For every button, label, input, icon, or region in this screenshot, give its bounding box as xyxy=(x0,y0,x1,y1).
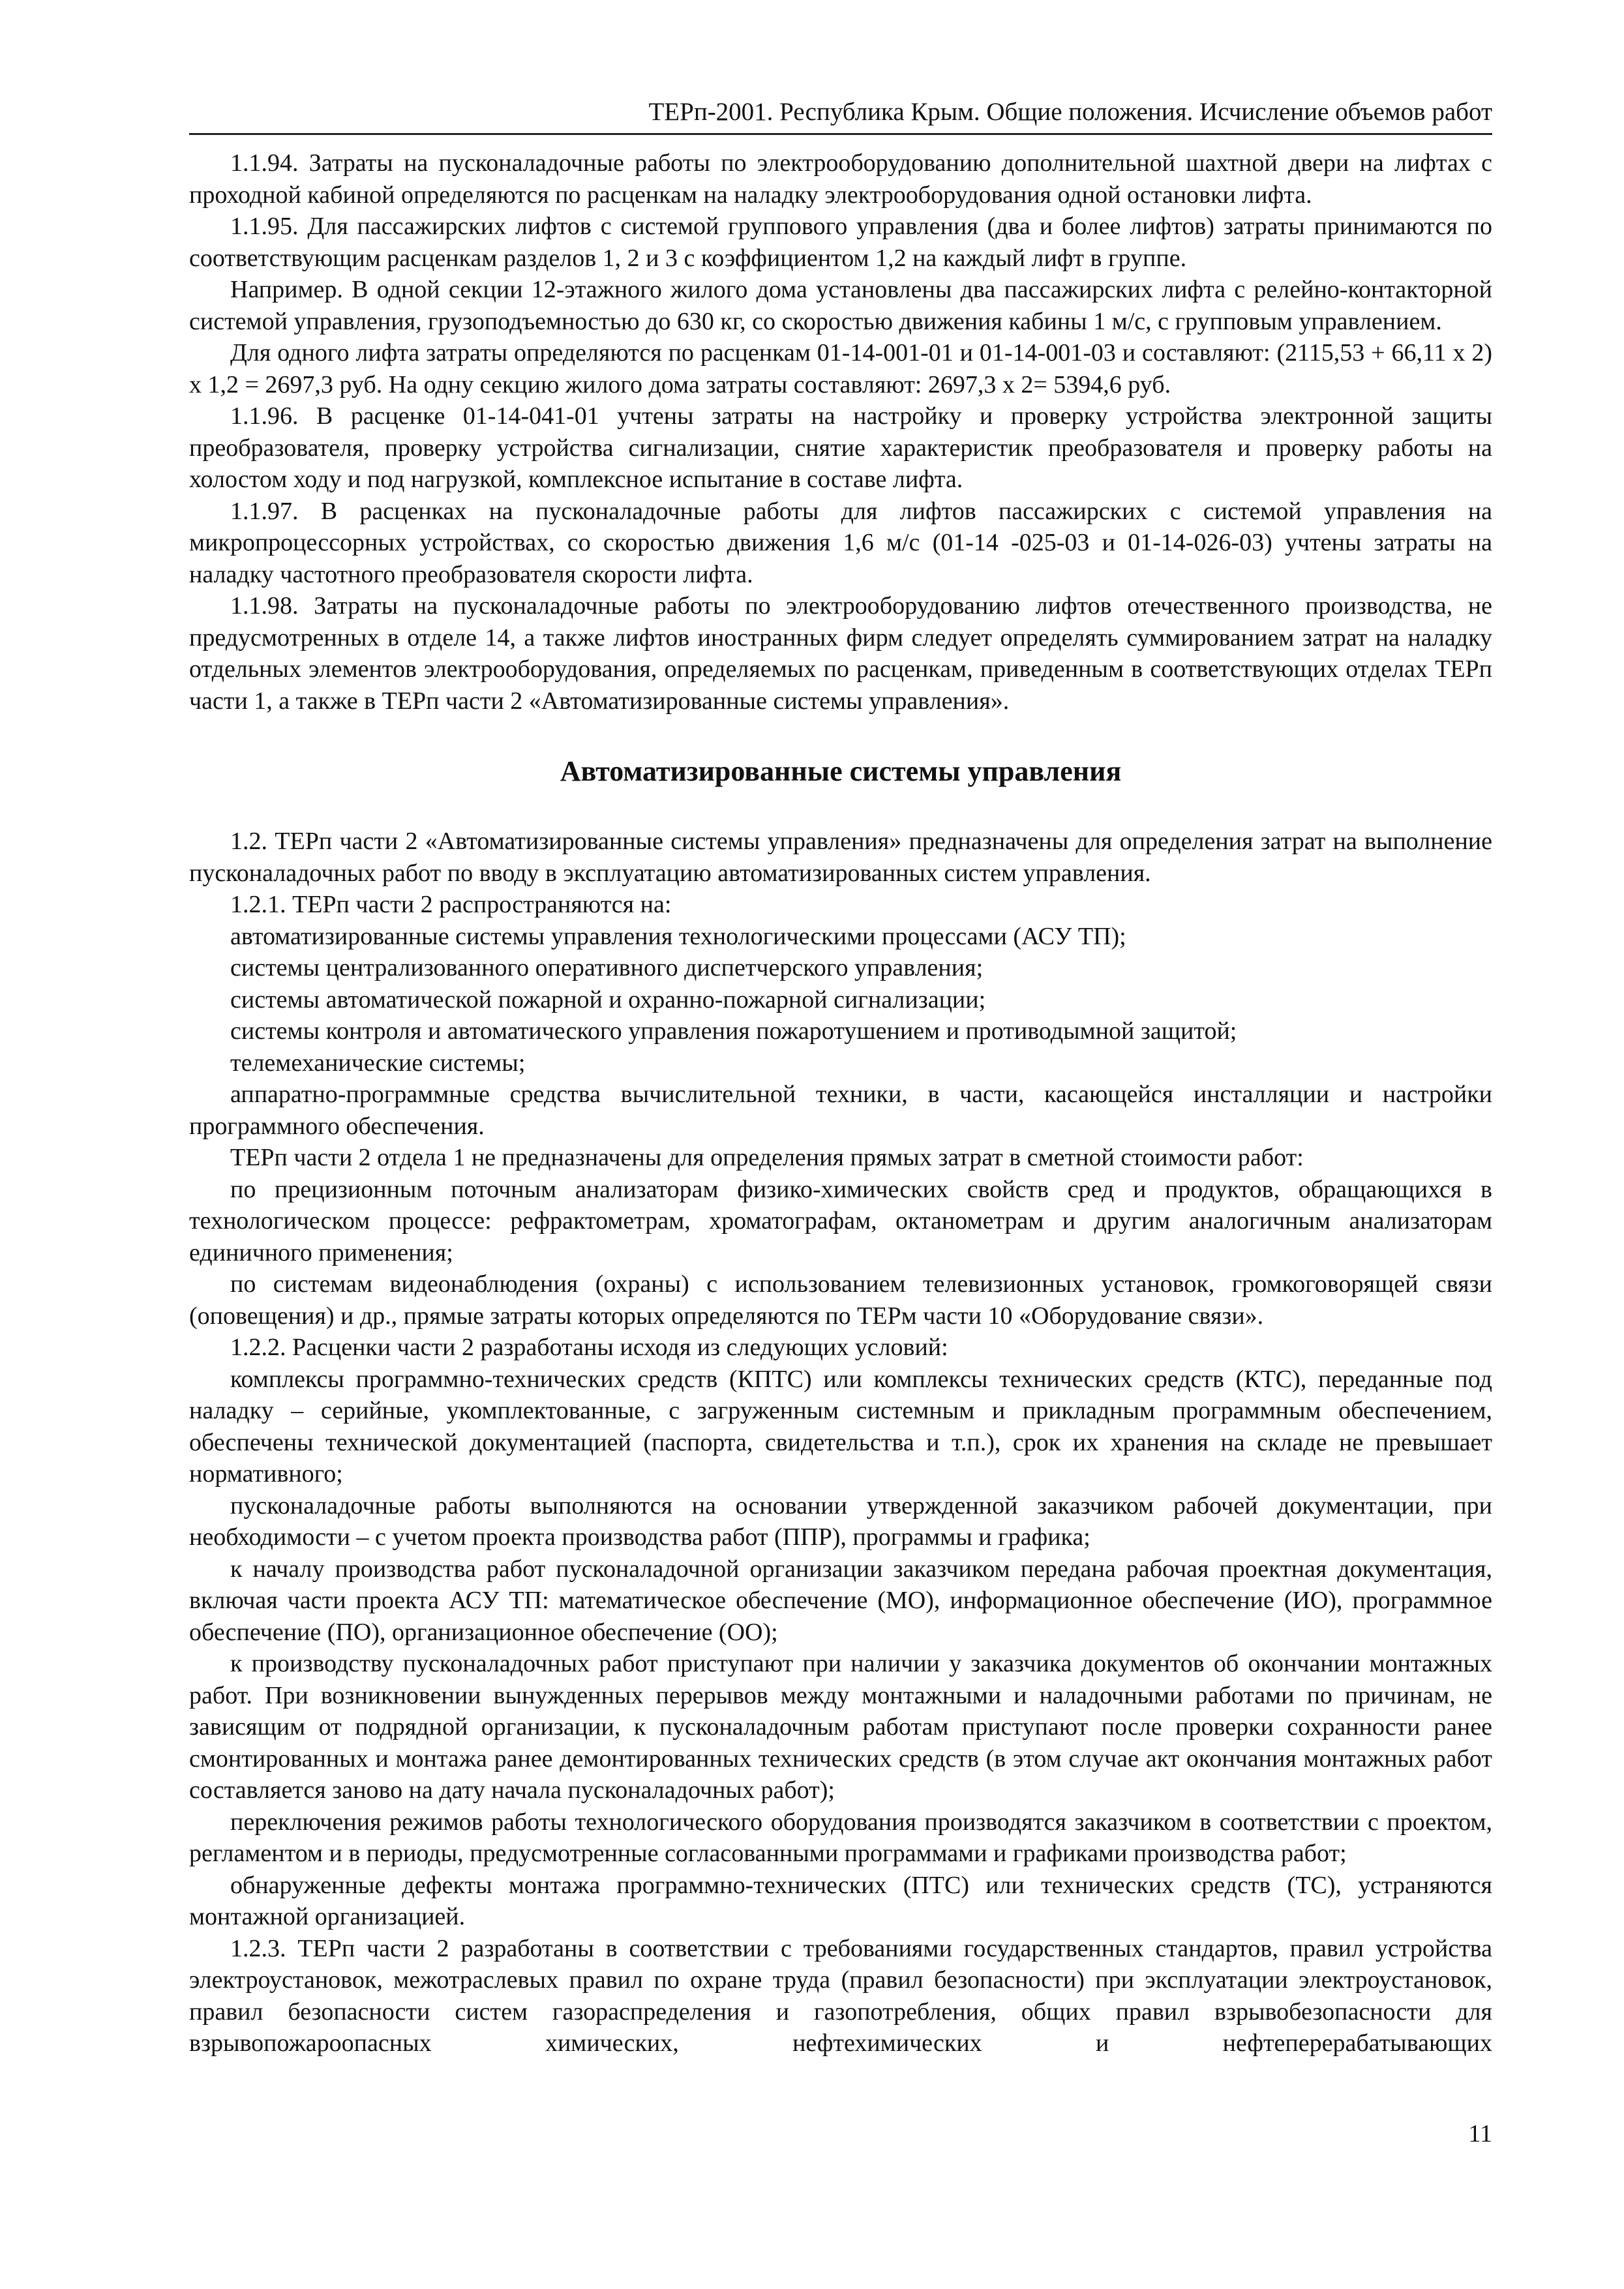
list-item: обнаруженные дефекты монтажа программно-технических (ПТС) или технических средств (ТС), устраняются монтажной организацией. xyxy=(189,1871,1492,1930)
paragraph: 1.1.96. В расценке 01-14-041-01 учтены затраты на настройку и проверку устройства электронной защиты преобразователя, проверку устройства сигнализации, снятие характеристик преобразователя и проверку работы на холостом ходу и под нагрузкой, комплексное испытание в составе лифта. xyxy=(189,402,1492,493)
list-item: аппаратно-программные средства вычислительной техники, в части, касающейся инсталляции и настройки программного обеспечения. xyxy=(189,1081,1492,1140)
paragraph: 1.1.97. В расценках на пусконаладочные работы для лифтов пассажирских с системой управления на микропроцессорных устройствах, со скоростью движения 1,6 м/с (01-14 -025-03 и 01-14-026-03) учтены затраты на наладку частотного преобразователя скорости лифта. xyxy=(189,497,1492,588)
paragraph: 1.2.1. ТЕРп части 2 распространяются на: xyxy=(230,891,672,918)
paragraph: Для одного лифта затраты определяются по расценкам 01-14-001-01 и 01-14-001-03 и составляют: (2115,53 + 66,11 х 2) х 1,2 = 2697,3 руб. На одну секцию жилого дома затраты составляют: 2697,3 х 2= 5394,6 руб. xyxy=(189,339,1492,398)
paragraph: Например. В одной секции 12-этажного жилого дома установлены два пассажирских лифта с релейно-контакторной системой управления, грузоподъемностью до 630 кг, со скоростью движения кабины 1 м/с, с групповым управлением. xyxy=(189,276,1492,335)
paragraph: 1.2.3. ТЕРп части 2 разработаны в соответствии с требованиями государственных стандартов, правил устройства электроустановок, межотраслевых правил по охране труда (правил безопасности) при эксплуатации электроустановок, правил безопасности систем газораспределения и газопотребления, общих правил взрывобезопасности для взрывопожароопасных химических, нефтехимических и нефтеперерабатывающих xyxy=(189,1934,1492,2057)
paragraph: 1.2. ТЕРп части 2 «Автоматизированные системы управления» предназначены для определения затрат на выполнение пусконаладочных работ по вводу в эксплуатацию автоматизированных систем управления. xyxy=(189,828,1492,887)
list-item: системы контроля и автоматического управления пожаротушением и противодымной защитой; xyxy=(230,1017,1237,1045)
paragraph: 1.1.98. Затраты на пусконаладочные работы по электрооборудованию лифтов отечественного производства, не предусмотренных в отделе 14, а также лифтов иностранных фирм следует определять суммированием затрат на наладку отдельных элементов электрооборудования, определяемых по расценкам, приведенным в соответствующих отделах ТЕРп части 1, а также в ТЕРп части 2 «Автоматизированные системы управления». xyxy=(189,592,1492,715)
list-item: к началу производства работ пусконаладочной организации заказчиком передана рабочая проектная документация, включая части проекта АСУ ТП: математическое обеспечение (МО), информационное обеспечение (ИО), программное обеспечение (ПО), организационное обеспечение (ОО); xyxy=(189,1555,1492,1646)
list-item: автоматизированные системы управления технологическими процессами (АСУ ТП); xyxy=(230,922,1126,950)
list-item: переключения режимов работы технологического оборудования производятся заказчиком в соответствии с проектом, регламентом и в периоды, предусмотренные согласованными программами и графиками производства работ; xyxy=(189,1808,1492,1867)
list-item: телемеханические системы; xyxy=(230,1049,526,1077)
running-header: ТЕРп-2001. Республика Крым. Общие положения. Исчисление объемов работ xyxy=(648,98,1492,126)
paragraph: ТЕРп части 2 отдела 1 не предназначены для определения прямых затрат в сметной стоимости работ: xyxy=(230,1144,1304,1171)
section-heading: Автоматизированные системы управления xyxy=(560,755,1122,787)
page-body xyxy=(189,147,1492,2059)
page-number: 11 xyxy=(1468,2120,1492,2147)
list-item: пусконаладочные работы выполняются на основании утвержденной заказчиком рабочей документации, при необходимости – с учетом проекта производства работ (ППР), программы и графика; xyxy=(189,1491,1492,1551)
paragraph: 1.1.95. Для пассажирских лифтов с системой группового управления (два и более лифтов) затраты принимаются по соответствующим расценкам разделов 1, 2 и 3 с коэффициентом 1,2 на каждый лифт в группе. xyxy=(189,213,1492,272)
list-item: к производству пусконаладочных работ приступают при наличии у заказчика документов об окончании монтажных работ. При возникновении вынужденных перерывов между монтажными и наладочными работами по причинам, не зависящим от подрядной организации, к пусконаладочным работам приступают после проверки сохранности ранее смонтированных и монтажа ранее демонтированных технических средств (в этом случае акт окончания монтажных работ составляется заново на дату начала пусконаладочных работ); xyxy=(189,1650,1492,1804)
paragraph: 1.1.94. Затраты на пусконаладочные работы по электрооборудованию дополнительной шахтной двери на лифтах с проходной кабиной определяются по расценкам на наладку электрооборудования одной остановки лифта. xyxy=(189,149,1492,209)
list-item: системы автоматической пожарной и охранно-пожарной сигнализации; xyxy=(230,985,986,1013)
header-divider xyxy=(189,133,1492,135)
list-item: по прецизионным поточным анализаторам физико-химических свойств сред и продуктов, обращающихся в технологическом процессе: рефрактометрам, хроматографам, октанометрам и другим аналогичным анализаторам единичного применения; xyxy=(189,1175,1492,1266)
list-item: комплексы программно-технических средств (КПТС) или комплексы технических средств (КТС), переданные под наладку – серийные, укомплектованные, с загруженным системным и прикладным программным обеспечением, обеспечены технической документацией (паспорта, свидетельства и т.п.), срок их хранения на складе не превышает нормативного; xyxy=(189,1365,1492,1488)
list-item: системы централизованного оперативного диспетчерского управления; xyxy=(230,954,984,981)
paragraph: 1.2.2. Расценки части 2 разработаны исходя из следующих условий: xyxy=(230,1334,948,1361)
list-item: по системам видеонаблюдения (охраны) с использованием телевизионных установок, громкоговорящей связи (оповещения) и др., прямые затраты которых определяются по ТЕРм части 10 «Оборудование связи». xyxy=(189,1270,1492,1330)
